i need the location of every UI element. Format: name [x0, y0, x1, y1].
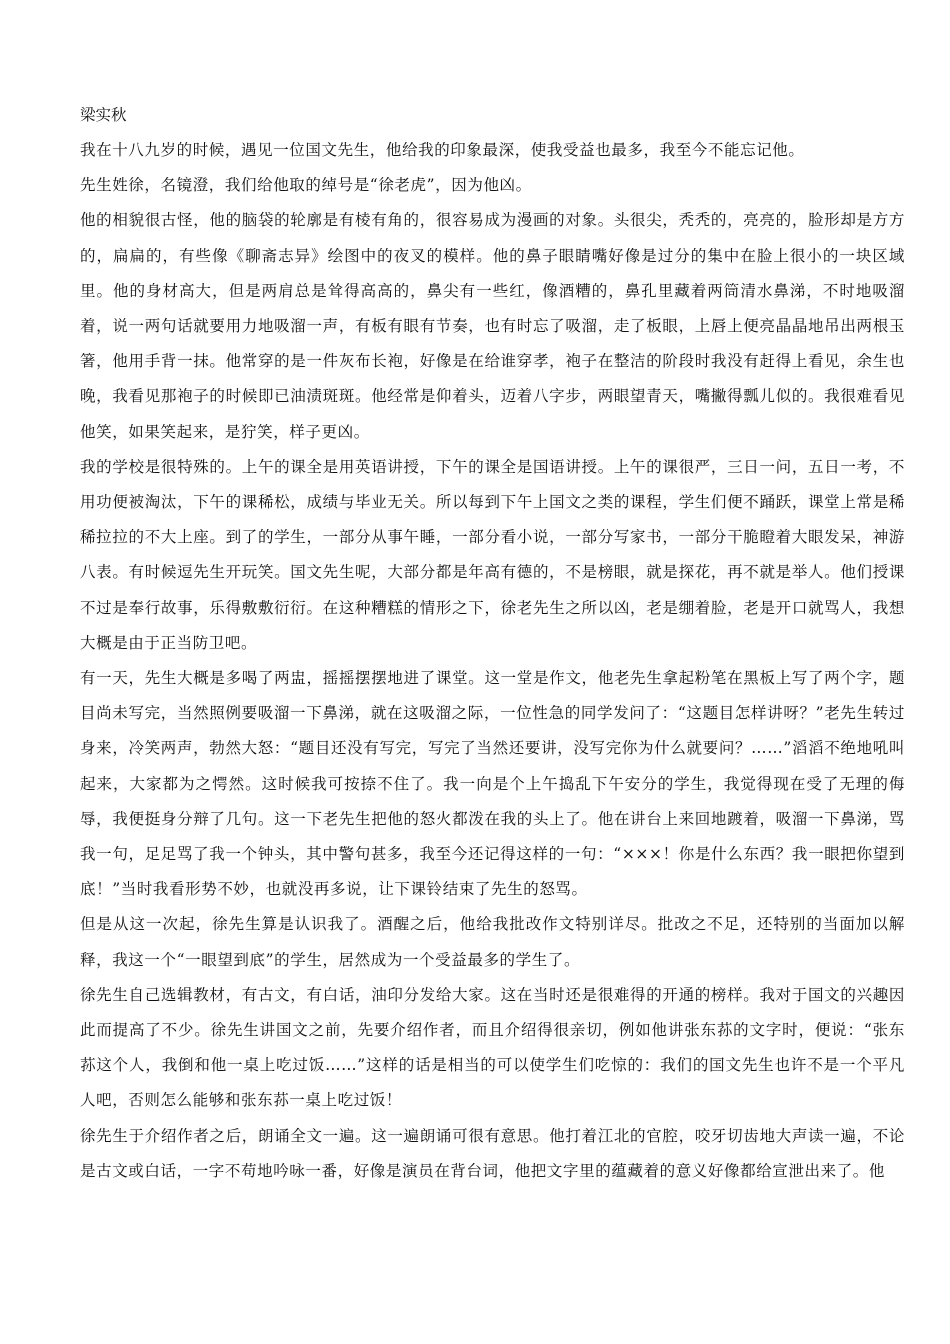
paragraph-5: 有一天，先生大概是多喝了两盅，摇摇摆摆地进了课堂。这一堂是作文，他老先生拿起粉笔在黑板上写了两个字，题目尚未写完，当然照例要吸溜一下鼻涕，就在这吸溜之际，一位性急的同学发问了：“这题目怎样讲呀？”老先生转过身来，冷笑两声，勃然大怒：“题目还没有写完，写完了当然还要讲，没写完你为什么就要问？……”滔滔不绝地吼叫起来，大家都为之愕然。这时候我可按捺不住了。我一向是个上午捣乱下午安分的学生，我觉得现在受了无理的侮辱，我便挺身分辩了几句。这一下老先生把他的怒火都泼在我的头上了。他在讲台上来回地踱着，吸溜一下鼻涕，骂我一句，足足骂了我一个钟头，其中警句甚多，我至今还记得这样的一句：“×××！你是什么东西？我一眼把你望到底！”当时我看形势不妙，也就没再多说，让下课铃结束了先生的怒骂。 — [80, 669, 905, 899]
paragraph-6: 但是从这一次起，徐先生算是认识我了。酒醒之后，他给我批改作文特别详尽。批改之不足，还特别的当面加以解释，我这一个“一眼望到底”的学生，居然成为一个受益最多的学生了。 — [80, 915, 905, 969]
author-name: 梁实秋 — [80, 106, 127, 124]
document-page — [80, 98, 905, 1189]
paragraph-4: 我的学校是很特殊的。上午的课全是用英语讲授，下午的课全是国语讲授。上午的课很严，三日一问，五日一考，不用功便被淘汰，下午的课稀松，成绩与毕业无关。所以每到下午上国文之类的课程，学生们便不踊跃，课堂上常是稀稀拉拉的不大上座。到了的学生，一部分从事午睡，一部分看小说，一部分写家书，一部分干脆瞪着大眼发呆，神游八表。有时候逗先生开玩笑。国文先生呢，大部分都是年高有德的，不是榜眼，就是探花，再不就是举人。他们授课不过是奉行故事，乐得敷敷衍衍。在这种糟糕的情形之下，徐老先生之所以凶，老是绷着脸，老是开口就骂人，我想大概是由于正当防卫吧。 — [80, 457, 905, 652]
paragraph-7: 徐先生自己选辑教材，有古文，有白话，油印分发给大家。这在当时还是很难得的开通的榜样。我对于国文的兴趣因此而提高了不少。徐先生讲国文之前，先要介绍作者，而且介绍得很亲切，例如他讲张东荪的文字时，便说：“张东荪这个人，我倒和他一桌上吃过饭……”这样的话是相当的可以使学生们吃惊的：我们的国文先生也许不是一个平凡人吧，否则怎么能够和张东荪一桌上吃过饭！ — [80, 985, 905, 1110]
paragraph-8: 徐先生于介绍作者之后，朗诵全文一遍。这一遍朗诵可很有意思。他打着江北的官腔，咬牙切齿地大声读一遍，不论是古文或白话，一字不苟地吟咏一番，好像是演员在背台词，他把文字里的蕴藏着的意义好像都给宣泄出来了。他 — [80, 1126, 905, 1180]
paragraph-3: 他的相貌很古怪，他的脑袋的轮廓是有棱有角的，很容易成为漫画的对象。头很尖，秃秃的，亮亮的，脸形却是方方的，扁扁的，有些像《聊斋志异》绘图中的夜叉的模样。他的鼻子眼睛嘴好像是过分的集中在脸上很小的一块区域里。他的身材高大，但是两肩总是耸得高高的，鼻尖有一些红，像酒糟的，鼻孔里藏着两筒清水鼻涕，不时地吸溜着，说一两句话就要用力地吸溜一声，有板有眼有节奏，也有时忘了吸溜，走了板眼，上唇上便亮晶晶地吊出两根玉箸，他用手背一抹。他常穿的是一件灰布长袍，好像是在给谁穿孝，袍子在整洁的阶段时我没有赶得上看见，余生也晚，我看见那袍子的时候即已油渍斑斑。他经常是仰着头，迈着八字步，两眼望青天，嘴撇得瓢儿似的。我很难看见他笑，如果笑起来，是狞笑，样子更凶。 — [80, 211, 905, 441]
paragraph-1: 我在十八九岁的时候，遇见一位国文先生，他给我的印象最深，使我受益也最多，我至今不能忘记他。 — [80, 141, 805, 159]
paragraph-2: 先生姓徐，名镜澄，我们给他取的绰号是“徐老虎”，因为他凶。 — [80, 176, 532, 195]
